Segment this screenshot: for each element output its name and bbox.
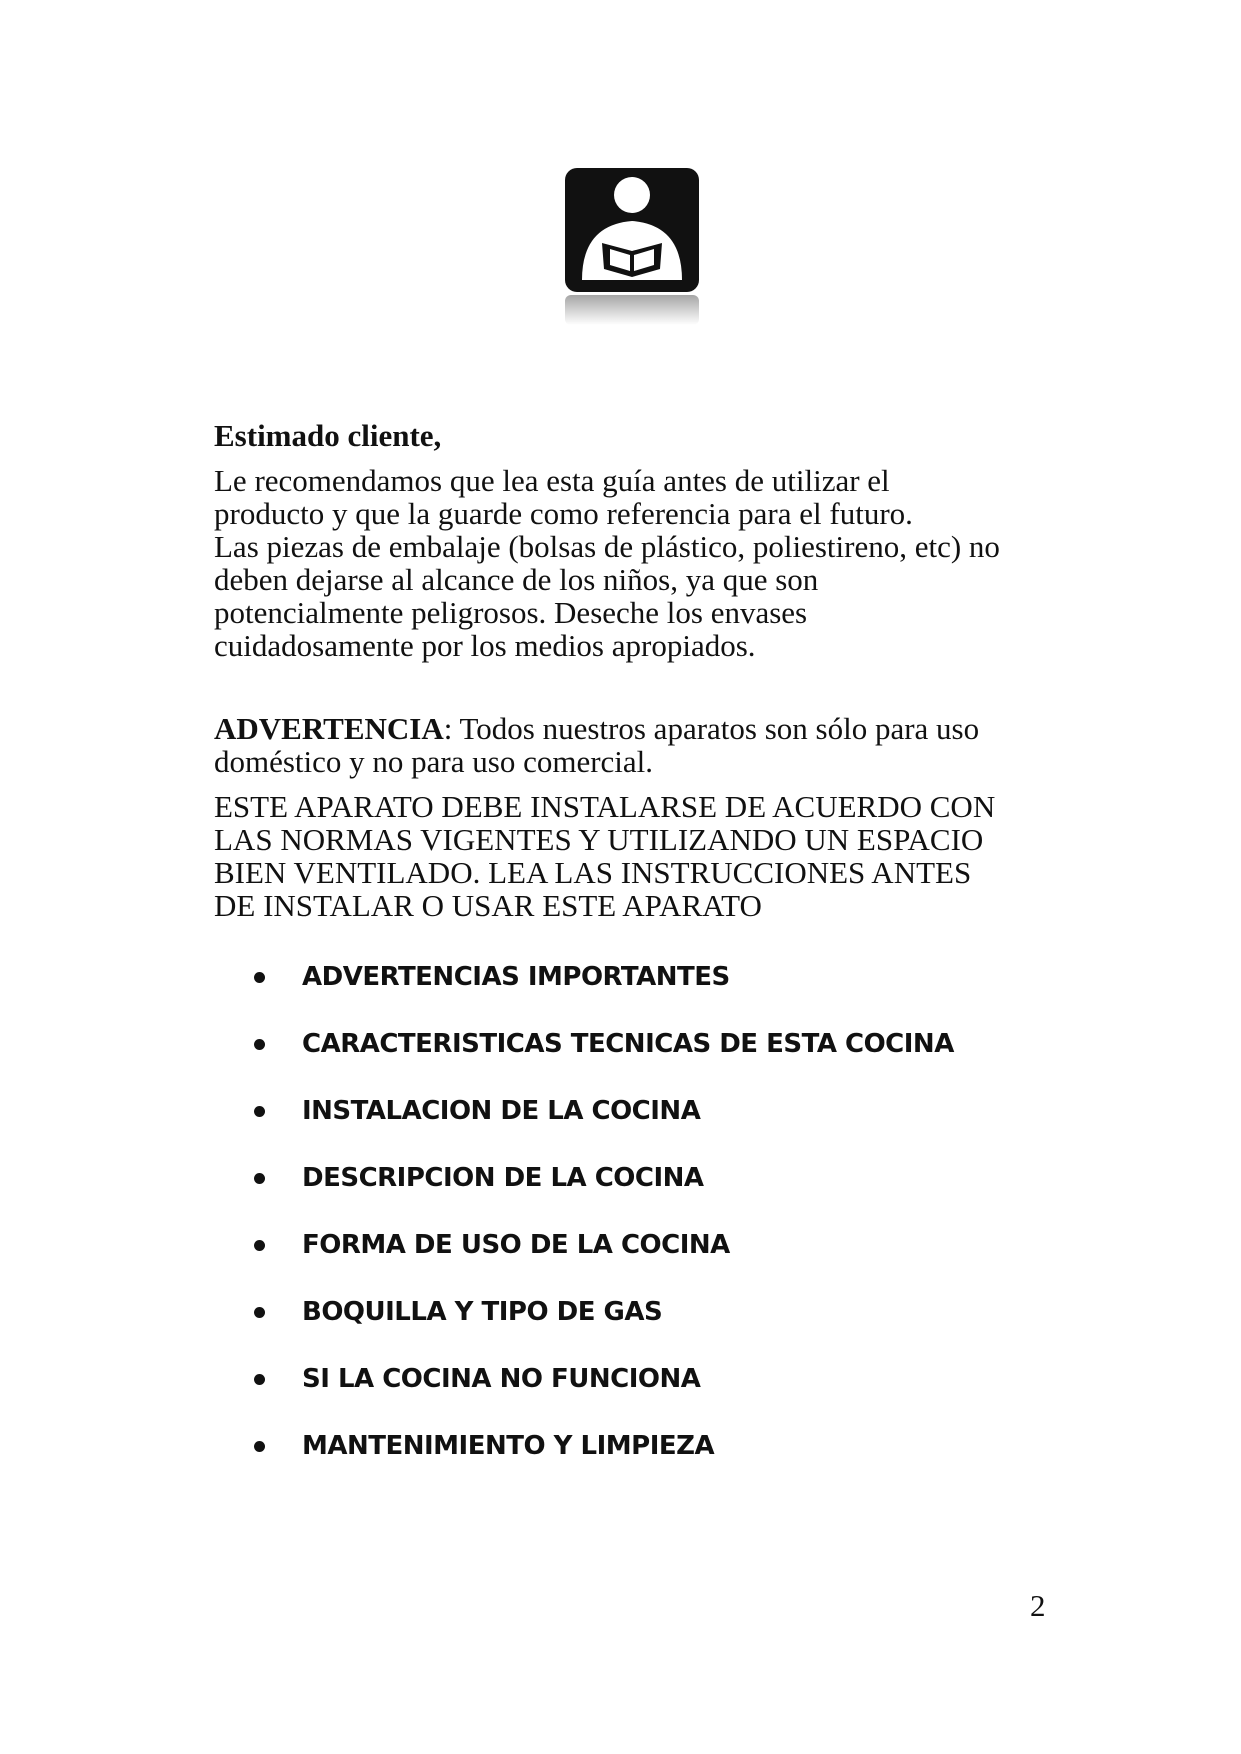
warning-label: ADVERTENCIA bbox=[214, 711, 444, 746]
intro-line: deben dejarse al alcance de los niños, ya que son bbox=[214, 562, 819, 597]
contents-item bbox=[214, 1029, 1094, 1096]
bullet-icon bbox=[254, 1374, 265, 1385]
page-number: 2 bbox=[1030, 1588, 1046, 1623]
contents-list bbox=[214, 962, 1094, 1498]
contents-item-label: MANTENIMIENTO Y LIMPIEZA bbox=[302, 1431, 715, 1461]
intro-line: potencialmente peligrosos. Deseche los envases bbox=[214, 595, 808, 630]
contents-item-label: SI LA COCINA NO FUNCIONA bbox=[302, 1364, 701, 1394]
intro-line: producto y que la guarde como referencia para el futuro. bbox=[214, 496, 913, 531]
contents-item-label: BOQUILLA Y TIPO DE GAS bbox=[302, 1297, 663, 1327]
contents-item bbox=[214, 1297, 1094, 1364]
contents-item-label: CARACTERISTICAS TECNICAS DE ESTA COCINA bbox=[302, 1029, 954, 1059]
notice-line: BIEN VENTILADO. LEA LAS INSTRUCCIONES ANTES bbox=[214, 855, 972, 890]
contents-item bbox=[214, 962, 1094, 1029]
bullet-icon bbox=[254, 1173, 265, 1184]
intro-line: Las piezas de embalaje (bolsas de plástico, poliestireno, etc) no bbox=[214, 529, 1000, 564]
bullet-icon bbox=[254, 972, 265, 983]
contents-item bbox=[214, 1230, 1094, 1297]
contents-item-label: FORMA DE USO DE LA COCINA bbox=[302, 1230, 730, 1260]
intro-line: Le recomendamos que lea esta guía antes de utilizar el bbox=[214, 463, 890, 498]
contents-item bbox=[214, 1364, 1094, 1431]
greeting: Estimado cliente, bbox=[214, 418, 442, 453]
notice-line: LAS NORMAS VIGENTES Y UTILIZANDO UN ESPACIO bbox=[214, 822, 984, 857]
contents-item-label: INSTALACION DE LA COCINA bbox=[302, 1096, 701, 1126]
page-content bbox=[214, 418, 1094, 1498]
bullet-icon bbox=[254, 1106, 265, 1117]
bullet-icon bbox=[254, 1240, 265, 1251]
warning-text: : Todos nuestros aparatos son sólo para uso bbox=[443, 711, 980, 746]
notice-line: DE INSTALAR O USAR ESTE APARATO bbox=[214, 888, 762, 923]
intro-paragraph bbox=[214, 464, 1094, 662]
bullet-icon bbox=[254, 1039, 265, 1050]
bullet-icon bbox=[254, 1441, 265, 1452]
warning-paragraph bbox=[214, 712, 1094, 778]
intro-line: cuidadosamente por los medios apropiados. bbox=[214, 628, 756, 663]
contents-item bbox=[214, 1096, 1094, 1163]
notice-line: ESTE APARATO DEBE INSTALARSE DE ACUERDO CON bbox=[214, 789, 996, 824]
bullet-icon bbox=[254, 1307, 265, 1318]
reader-icon bbox=[560, 165, 706, 330]
contents-item-label: ADVERTENCIAS IMPORTANTES bbox=[302, 962, 730, 992]
warning-text-continued: doméstico y no para uso comercial. bbox=[214, 744, 654, 779]
contents-item-label: DESCRIPCION DE LA COCINA bbox=[302, 1163, 704, 1193]
contents-item bbox=[214, 1163, 1094, 1230]
installation-notice bbox=[214, 790, 1094, 922]
contents-item bbox=[214, 1431, 1094, 1498]
